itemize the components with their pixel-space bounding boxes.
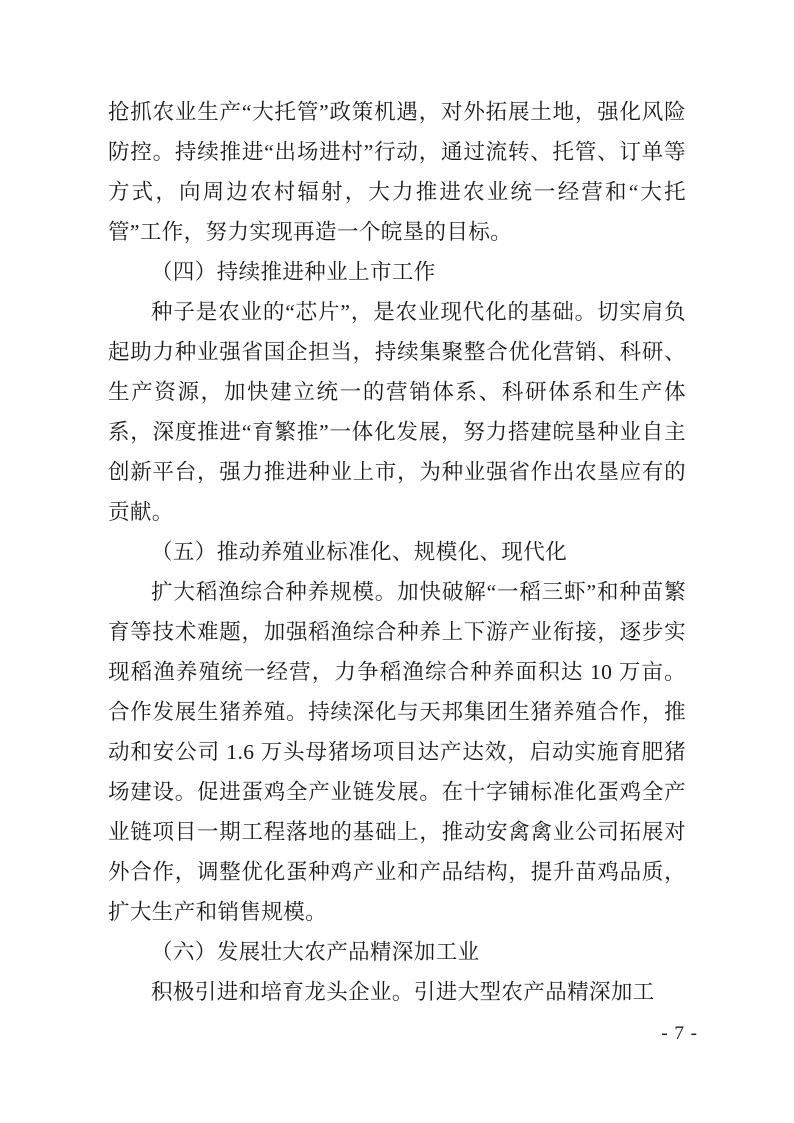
document-body	[108, 92, 686, 1012]
section-heading-4: （四）持续推进种业上市工作	[151, 260, 436, 284]
paragraph-2: 种子是农业的“芯片”，是农业现代化的基础。切实肩负起助力种业强省国企担当，持续集聚整合优化营销、科研、生产资源，加快建立统一的营销体系、科研体系和生产体系，深度推进“育繁推”一体化发展，努力搭建皖垦种业自主创新平台，强力推进种业上市，为种业强省作出农垦应有的贡献。	[108, 300, 686, 524]
paragraph-3: 扩大稻渔综合种养规模。加快破解“一稻三虾”和种苗繁育等技术难题，加强稻渔综合种养上下游产业衔接，逐步实现稻渔养殖统一经营，力争稻渔综合种养面积达 10 万亩。合作发展生猪养殖。持续深化与天邦集团生猪养殖合作，推动和安公司 1.6 万头母猪场项目达产达效，启动实施育肥猪场建设。促进蛋鸡全产业链发展。在十字铺标准化蛋鸡全产业链项目一期工程落地的基础上，推动安禽禽业公司拓展对外合作，调整优化蛋种鸡产业和产品结构，提升苗鸡品质，扩大生产和销售规模。	[108, 580, 686, 924]
paragraph-4: 积极引进和培育龙头企业。引进大型农产品精深加工	[151, 980, 655, 1004]
section-heading-6: （六）发展壮大农产品精深加工业	[151, 940, 480, 964]
section-heading-5: （五）推动养殖业标准化、规模化、现代化	[151, 540, 568, 564]
page-number: - 7 -	[661, 1023, 698, 1044]
paragraph-1: 抢抓农业生产“大托管”政策机遇，对外拓展土地，强化风险防控。持续推进“出场进村”行动，通过流转、托管、订单等方式，向周边农村辐射，大力推进农业统一经营和“大托管”工作，努力实现再造一个皖垦的目标。	[108, 100, 686, 244]
